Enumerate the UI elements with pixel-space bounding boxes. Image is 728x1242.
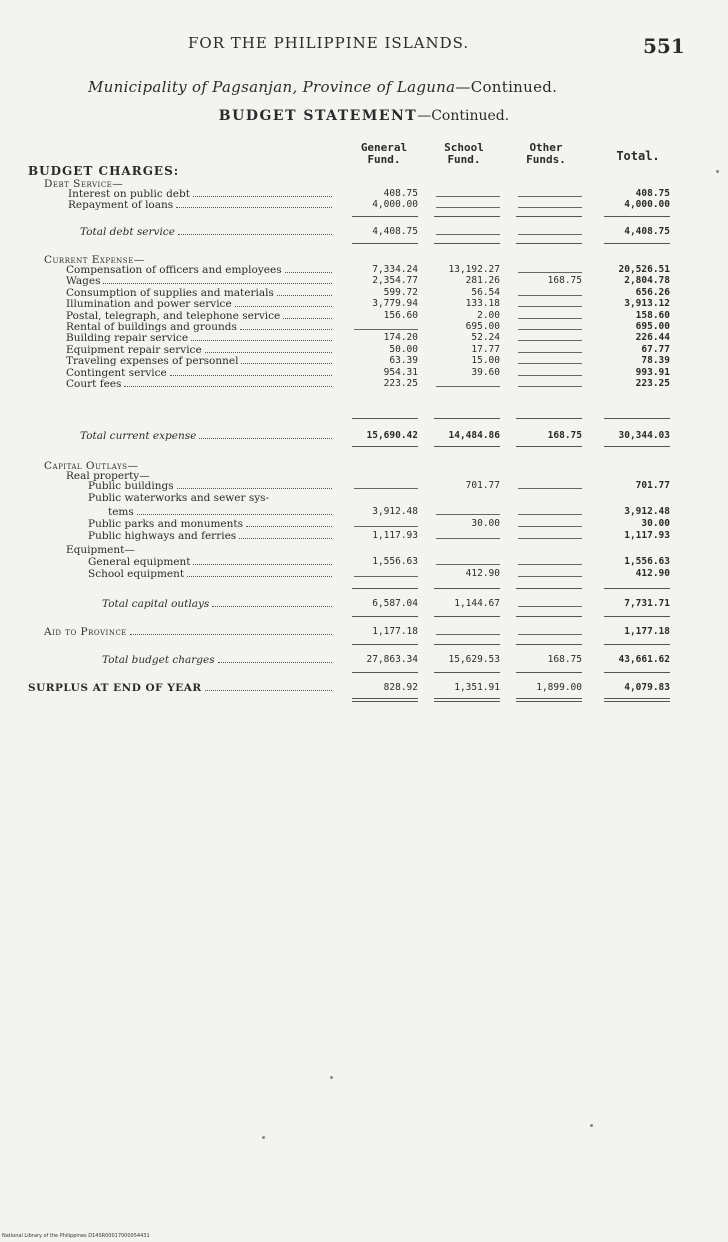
column-header-total: [606, 150, 670, 162]
cell-other: 1,899.00: [536, 682, 582, 693]
leader-dots: [193, 564, 332, 565]
total-rule: [434, 616, 500, 617]
cell-school: 281.26: [465, 275, 500, 287]
cell-total: 30.00: [641, 518, 670, 529]
leader-dots: [193, 196, 332, 197]
cell-general: 6,587.04: [372, 598, 418, 609]
cell-total: 408.75: [635, 188, 670, 199]
leader-dots: [218, 662, 332, 663]
cell-school: 52.24: [471, 332, 500, 344]
leader-dots: [137, 514, 332, 515]
total-rule: [434, 644, 500, 645]
row-label: [88, 518, 334, 530]
row-label: [66, 321, 334, 333]
label-text: Rental of buildings and grounds: [66, 321, 237, 333]
empty-cell-dash: [518, 526, 582, 527]
cell-general: 223.25: [383, 378, 418, 389]
empty-cell-dash: [518, 318, 582, 319]
column-header-line: Fund.: [447, 153, 481, 166]
label-text: Total current expense: [80, 430, 197, 442]
empty-cell-dash: [518, 606, 582, 607]
cell-general: 174.20: [383, 332, 418, 344]
label-text: Current Expense—: [44, 254, 145, 266]
empty-cell-dash: [518, 272, 582, 273]
leader-dots: [124, 386, 332, 387]
row-label: [66, 275, 334, 287]
label-text: Equipment—: [66, 544, 135, 556]
paper-speck: [330, 1076, 333, 1079]
empty-cell-dash: [354, 488, 418, 489]
empty-cell-dash: [436, 564, 500, 565]
label-text: Aid to Province: [44, 626, 127, 638]
cell-general: 50.00: [389, 343, 418, 355]
row-label: [88, 492, 334, 504]
label-text: Compensation of officers and employees: [66, 264, 282, 276]
leader-dots: [246, 526, 332, 527]
cell-total: 78.39: [641, 355, 670, 367]
cell-general: 27,863.34: [366, 654, 418, 665]
cell-general: 3,779.94: [372, 298, 418, 310]
empty-cell-dash: [354, 329, 418, 330]
paper-speck: [590, 1124, 593, 1127]
cell-other: 168.75: [547, 275, 582, 287]
leader-dots: [239, 538, 332, 539]
leader-dots: [130, 634, 332, 635]
empty-cell-dash: [518, 352, 582, 353]
total-rule: [604, 616, 670, 617]
cell-total: 2,804.78: [624, 275, 670, 287]
row-label: [108, 506, 334, 518]
leader-dots: [199, 438, 332, 439]
cell-school: 1,144.67: [454, 598, 500, 609]
label-text: Total budget charges: [102, 654, 215, 666]
empty-cell-dash: [354, 576, 418, 577]
leader-dots: [205, 352, 332, 353]
cell-total: 701.77: [635, 480, 670, 491]
empty-cell-dash: [518, 634, 582, 635]
cell-general: 408.75: [383, 188, 418, 199]
label-text: Building repair service: [66, 332, 189, 345]
label-text: Debt Service—: [44, 178, 124, 190]
total-rule: [516, 672, 582, 673]
cell-school: 56.54: [471, 286, 500, 298]
cell-total: 20,526.51: [618, 264, 670, 275]
empty-cell-dash: [518, 340, 582, 341]
cell-general: 828.92: [383, 682, 418, 693]
cell-total: 656.26: [635, 286, 670, 298]
column-header-line: Other: [529, 141, 563, 154]
cell-total: 223.25: [635, 378, 670, 389]
empty-cell-dash: [518, 234, 582, 235]
empty-cell-dash: [436, 514, 500, 515]
surplus-label: [28, 682, 334, 694]
leader-dots: [191, 340, 332, 341]
total-rule: [516, 446, 582, 447]
leader-dots: [277, 295, 332, 296]
subtitle-italic: Municipality of Pagsanjan, Province of Laguna: [88, 78, 456, 96]
row-label: [66, 344, 334, 356]
cell-total: 4,408.75: [624, 226, 670, 237]
total-rule: [604, 446, 670, 447]
empty-cell-dash: [518, 329, 582, 330]
label-text: tems: [108, 506, 134, 518]
leader-dots: [177, 488, 332, 489]
cell-total: 993.91: [635, 366, 670, 378]
empty-cell-dash: [436, 386, 500, 387]
subtotal-label: [102, 598, 334, 610]
empty-cell-dash: [518, 514, 582, 515]
cell-school: 15.00: [471, 355, 500, 367]
total-rule: [352, 446, 418, 447]
label-text: Total capital outlays: [102, 598, 210, 610]
cell-general: 2,354.77: [372, 275, 418, 287]
double-rule: [516, 698, 582, 702]
column-header-line: Fund.: [367, 153, 401, 166]
subtitle-continued: —Continued.: [455, 78, 558, 96]
grand-total-label: [102, 654, 334, 666]
empty-cell-dash: [436, 234, 500, 235]
column-header-general: [352, 142, 416, 166]
cell-total: 4,000.00: [624, 199, 670, 210]
cell-school: 695.00: [465, 321, 500, 332]
cell-other: 168.75: [547, 430, 582, 441]
double-rule: [352, 698, 418, 702]
cell-general: 7,334.24: [372, 264, 418, 275]
total-rule: [434, 588, 500, 589]
label-text: Contingent service: [66, 366, 167, 379]
double-rule: [604, 698, 670, 702]
row-label: [88, 556, 334, 568]
subtotal-label: [80, 430, 334, 442]
label-text: Real property—: [66, 470, 150, 482]
empty-cell-dash: [436, 207, 500, 208]
label-text: Capital Outlays—: [44, 460, 139, 472]
leader-dots: [285, 272, 332, 273]
cell-total: 3,913.12: [624, 298, 670, 310]
column-header-line: General: [360, 141, 408, 154]
empty-cell-dash: [518, 363, 582, 364]
total-rule: [352, 616, 418, 617]
label-text: Consumption of supplies and materials: [66, 286, 274, 299]
label-text: Repayment of loans: [68, 199, 174, 211]
total-rule: [352, 418, 418, 419]
empty-cell-dash: [518, 295, 582, 296]
column-header-line: Total.: [616, 149, 660, 163]
cell-total: 3,912.48: [624, 506, 670, 517]
cell-total: 1,556.63: [624, 556, 670, 567]
total-rule: [352, 216, 418, 217]
leader-dots: [176, 207, 332, 208]
statement-title: [0, 108, 728, 124]
row-label: [66, 287, 334, 299]
label-text: Public waterworks and sewer sys-: [88, 492, 270, 504]
paper-speck: [262, 1136, 265, 1139]
aid-label: [44, 626, 334, 638]
cell-total: 7,731.71: [624, 598, 670, 609]
cell-general: 599.72: [383, 286, 418, 298]
cell-general: 4,000.00: [372, 199, 418, 210]
label-text: Illumination and power service: [66, 298, 232, 311]
cell-total: 226.44: [635, 332, 670, 344]
row-label: [66, 264, 334, 276]
label-text: Total debt service: [80, 226, 175, 238]
total-rule: [434, 418, 500, 419]
empty-cell-dash: [518, 538, 582, 539]
total-rule: [434, 446, 500, 447]
total-rule: [352, 588, 418, 589]
cell-general: 3,912.48: [372, 506, 418, 517]
leader-dots: [178, 234, 332, 235]
cell-general: 15,690.42: [366, 430, 418, 441]
total-rule: [516, 588, 582, 589]
row-label: [88, 568, 334, 580]
empty-cell-dash: [518, 196, 582, 197]
row-label: [68, 199, 334, 211]
subsection-heading: [66, 544, 135, 556]
cell-total: 1,177.18: [624, 626, 670, 637]
cell-general: 4,408.75: [372, 226, 418, 237]
empty-cell-dash: [518, 375, 582, 376]
cell-total: 695.00: [635, 321, 670, 332]
total-rule: [604, 418, 670, 419]
total-rule: [604, 243, 670, 244]
row-label: [66, 310, 334, 322]
cell-general: 1,117.93: [372, 530, 418, 541]
column-header-other: [514, 142, 578, 166]
empty-cell-dash: [518, 207, 582, 208]
row-label: [66, 367, 334, 379]
footer-credit: National Library of the Philippines D14SR00017000054431: [2, 1233, 150, 1239]
cell-general: 63.39: [389, 355, 418, 367]
total-rule: [604, 588, 670, 589]
paper-speck: [716, 170, 719, 173]
total-rule: [516, 216, 582, 217]
cell-total: 30,344.03: [618, 430, 670, 441]
leader-dots: [235, 306, 332, 307]
subtitle: [88, 78, 648, 96]
label-text: Public buildings: [88, 480, 174, 492]
total-rule: [604, 644, 670, 645]
empty-cell-dash: [518, 488, 582, 489]
cell-school: 133.18: [465, 298, 500, 310]
label-text: Public highways and ferries: [88, 530, 237, 542]
total-rule: [604, 216, 670, 217]
leader-dots: [205, 690, 332, 691]
cell-other: 168.75: [547, 654, 582, 665]
cell-school: 13,192.27: [448, 264, 500, 275]
column-header-line: Funds.: [526, 153, 566, 166]
row-label: [66, 355, 334, 367]
cell-general: 156.60: [383, 309, 418, 321]
label-text: Equipment repair service: [66, 343, 202, 356]
label-text: Postal, telegraph, and telephone service: [66, 309, 281, 322]
cell-total: 158.60: [635, 309, 670, 321]
empty-cell-dash: [354, 526, 418, 527]
leader-dots: [187, 576, 332, 577]
total-rule: [352, 243, 418, 244]
label-text: Traveling expenses of personnel: [66, 355, 239, 368]
label-text: Wages: [66, 275, 101, 288]
cell-total: 412.90: [635, 568, 670, 579]
row-label: [66, 378, 334, 390]
cell-school: 14,484.86: [448, 430, 500, 441]
row-label: [66, 332, 334, 344]
leader-dots: [241, 363, 332, 364]
title-continued: —Continued.: [417, 108, 510, 124]
leader-dots: [170, 375, 332, 376]
cell-school: 30.00: [471, 518, 500, 529]
total-rule: [516, 418, 582, 419]
subtotal-label: [80, 226, 334, 238]
label-text: Public parks and monuments: [88, 518, 243, 530]
page-number: 551: [643, 34, 685, 58]
empty-cell-dash: [518, 386, 582, 387]
budget-charges-heading: BUDGET CHARGES:: [28, 164, 180, 178]
cell-total: 43,661.62: [618, 654, 670, 665]
leader-dots: [240, 329, 332, 330]
label-text: Interest on public debt: [68, 188, 190, 200]
total-rule: [516, 616, 582, 617]
label-text: General equipment: [88, 556, 191, 568]
cell-general: 1,177.18: [372, 626, 418, 637]
column-header-line: School: [444, 141, 484, 154]
total-rule: [516, 243, 582, 244]
cell-school: 17.77: [471, 343, 500, 355]
double-rule: [434, 698, 500, 702]
cell-general: 1,556.63: [372, 556, 418, 567]
empty-cell-dash: [436, 196, 500, 197]
cell-school: 701.77: [465, 480, 500, 491]
title-bold: BUDGET STATEMENT: [218, 108, 418, 124]
label-text: Court fees: [66, 378, 122, 390]
empty-cell-dash: [436, 538, 500, 539]
total-rule: [434, 216, 500, 217]
total-rule: [604, 672, 670, 673]
running-head: FOR THE PHILIPPINE ISLANDS.: [188, 34, 470, 52]
leader-dots: [212, 606, 332, 607]
row-label: [88, 530, 334, 542]
leader-dots: [103, 283, 332, 284]
empty-cell-dash: [436, 634, 500, 635]
cell-general: 954.31: [383, 366, 418, 378]
empty-cell-dash: [518, 564, 582, 565]
cell-school: 15,629.53: [448, 654, 500, 665]
label-text: SURPLUS AT END OF YEAR: [28, 682, 202, 694]
cell-total: 67.77: [641, 343, 670, 355]
total-rule: [434, 672, 500, 673]
row-label: [88, 480, 334, 492]
cell-total: 1,117.93: [624, 530, 670, 541]
empty-cell-dash: [518, 576, 582, 577]
label-text: School equipment: [88, 568, 185, 580]
cell-total: 4,079.83: [624, 682, 670, 693]
cell-school: 1,351.91: [454, 682, 500, 693]
total-rule: [352, 644, 418, 645]
empty-cell-dash: [518, 306, 582, 307]
column-header-school: [432, 142, 496, 166]
cell-school: 2.00: [477, 309, 500, 321]
total-rule: [352, 672, 418, 673]
leader-dots: [283, 318, 332, 319]
cell-school: 412.90: [465, 568, 500, 579]
total-rule: [434, 243, 500, 244]
total-rule: [516, 644, 582, 645]
row-label: [66, 298, 334, 310]
cell-school: 39.60: [471, 366, 500, 378]
